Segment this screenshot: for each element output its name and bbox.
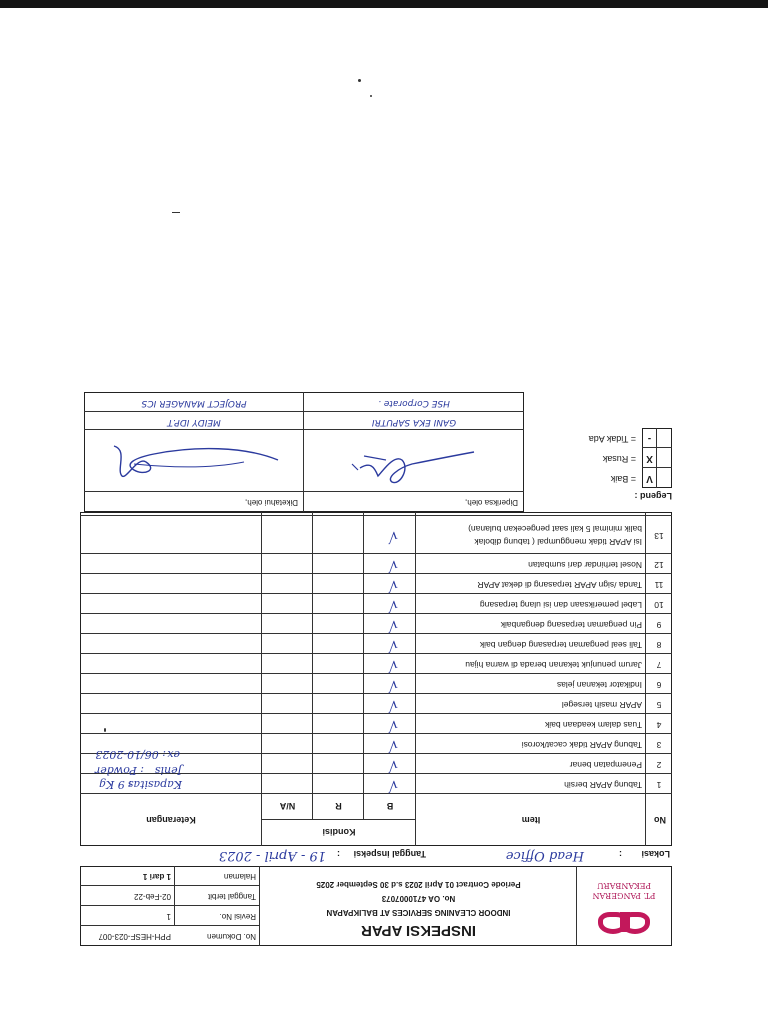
row-number: 7 (656, 660, 662, 670)
row-item: Indikator tekanan jelas (556, 680, 642, 690)
lokasi-value: Head Office (505, 848, 584, 863)
signature-diketahui (94, 432, 284, 490)
col-header-kondisi: Kondisi (322, 827, 356, 837)
legend-meaning-tidak-ada: = Tidak Ada (588, 434, 636, 444)
check-mark: √ (388, 717, 398, 735)
col-header-item: Item (521, 815, 541, 825)
keterangan-label: Kapasitas (127, 778, 182, 791)
row-number: 2 (656, 760, 662, 770)
meta-value: 1 dari 1 (142, 872, 171, 881)
check-mark: √ (388, 528, 398, 546)
col-header-no: No (654, 815, 666, 825)
row-item: Tabung APAR bersih (564, 780, 642, 790)
table-row (80, 574, 672, 594)
scan-top-edge (0, 0, 768, 8)
table-row (80, 554, 672, 574)
meta-label: Tanggal terbit (207, 892, 256, 901)
row-item: Tuas dalam keadaan baik (544, 720, 642, 730)
tanggal-colon: : (337, 849, 340, 859)
row-item-line2: balik minimal 5 kali saat pengecekan bulanan) (468, 524, 642, 534)
scan-speck (172, 212, 180, 213)
col-header-r: R (335, 801, 342, 811)
row-item: Label pemeriksaan dan isi ulang terpasang (479, 600, 642, 610)
row-number: 5 (656, 700, 662, 710)
form-title: INSPEKSI APAR (360, 922, 477, 939)
row-item: Nosel terhindar dari sumbatan (528, 560, 642, 570)
check-mark: √ (388, 557, 398, 575)
keterangan-value: : Powder (94, 764, 144, 777)
row-number: 6 (656, 680, 662, 690)
diketahui-name: MEIDY IDP.T (167, 417, 221, 427)
scan-speck (358, 79, 361, 82)
col-header-na: N/A (279, 801, 296, 811)
keterangan-label: ex (167, 748, 180, 761)
table-row (80, 516, 672, 554)
check-mark: √ (388, 577, 398, 595)
meta-value: PPH-HESF-023-007 (98, 932, 171, 941)
row-item: Jarum penunjuk tekanan berada di warna hijau (465, 660, 642, 670)
legend-meaning-baik: = Baik (610, 474, 636, 484)
company-logo (577, 866, 672, 946)
check-mark: √ (388, 757, 398, 775)
table-row (80, 654, 672, 674)
table-row (80, 714, 672, 734)
row-number: 4 (656, 720, 662, 730)
row-item: Tanda /sign APAR terpasang di dekat APAR (477, 580, 642, 590)
legend-symbol-tidak-ada: - (647, 433, 652, 444)
legend-meaning-rusak: = Rusak (602, 454, 636, 464)
row-item: Tabung APAR tidak cacat/korosi (521, 740, 642, 750)
inspection-form (80, 390, 672, 946)
keterangan-value: : 9 Kg (99, 778, 132, 791)
keterangan-label: Jenis (154, 764, 182, 777)
row-number: 9 (656, 620, 662, 630)
row-number: 13 (654, 531, 664, 541)
lokasi-colon: : (619, 849, 622, 859)
diperiksa-name: GANI EKA SAPUTRI (371, 417, 457, 427)
form-subtitle-contract: INDOOR CLEANING SERVICES AT BALIKPAPAN (326, 908, 511, 917)
scan-speck (370, 95, 372, 97)
legend-symbol-rusak: X (646, 453, 653, 464)
form-subtitle-oa: No. OA 4710007073 (381, 894, 456, 903)
form-subtitle-period: Periode Contract 01 April 2023 s.d 30 September 2025 (316, 880, 521, 889)
diketahui-role: PROJECT MANAGER ICS (141, 398, 247, 408)
table-row (80, 674, 672, 694)
meta-value: 02-Feb-22 (134, 892, 171, 901)
row-item: Pin pengaman terpasang denganbaik (500, 620, 642, 630)
signature-diperiksa (332, 432, 482, 490)
check-mark: √ (388, 697, 398, 715)
row-item: Isi APAR tidak menggumpal ( tabung dibolak (474, 537, 642, 547)
row-number: 1 (656, 780, 662, 790)
row-number: 8 (656, 640, 662, 650)
check-mark: √ (388, 617, 398, 635)
row-number: 11 (654, 580, 664, 590)
diperiksa-role: HSE Corporate . (378, 398, 450, 408)
meta-label: Halaman (223, 872, 256, 881)
table-row (80, 634, 672, 654)
row-item: APAR masih tersegel (561, 700, 642, 710)
meta-value: 1 (166, 912, 171, 921)
row-number: 12 (654, 560, 664, 570)
col-header-b: B (386, 801, 394, 811)
keterangan-value: : 06/10-2023 (95, 748, 166, 761)
col-header-keterangan: Keterangan (146, 815, 196, 825)
check-mark: √ (388, 657, 398, 675)
meta-label: Revisi No. (219, 912, 256, 921)
row-number: 3 (656, 740, 662, 750)
row-number: 10 (654, 600, 664, 610)
table-row (80, 614, 672, 634)
lokasi-label: Lokasi (641, 849, 670, 859)
check-mark: √ (388, 737, 398, 755)
row-item: Tali seal pengaman terpasang dengan baik (479, 640, 642, 650)
legend-title: Legend : (634, 491, 672, 501)
meta-label: No. Dokumen (207, 932, 256, 941)
table-row (80, 694, 672, 714)
check-mark: √ (388, 637, 398, 655)
tanggal-label: Tanggal inspeksi (353, 849, 426, 859)
check-mark: √ (388, 677, 398, 695)
diketahui-label: Diketahui oleh, (245, 498, 298, 507)
logo-company-name: PT. PANGERAN PEKANBARU (592, 881, 656, 900)
legend-symbol-baik: V (646, 473, 653, 484)
check-mark: √ (388, 597, 398, 615)
diperiksa-label: Diperiksa oleh, (465, 498, 518, 507)
tanggal-value: 19 - April - 2023 (218, 848, 326, 863)
table-row (80, 594, 672, 614)
row-item: Penempatan benar (569, 760, 642, 770)
check-mark: √ (388, 777, 398, 795)
